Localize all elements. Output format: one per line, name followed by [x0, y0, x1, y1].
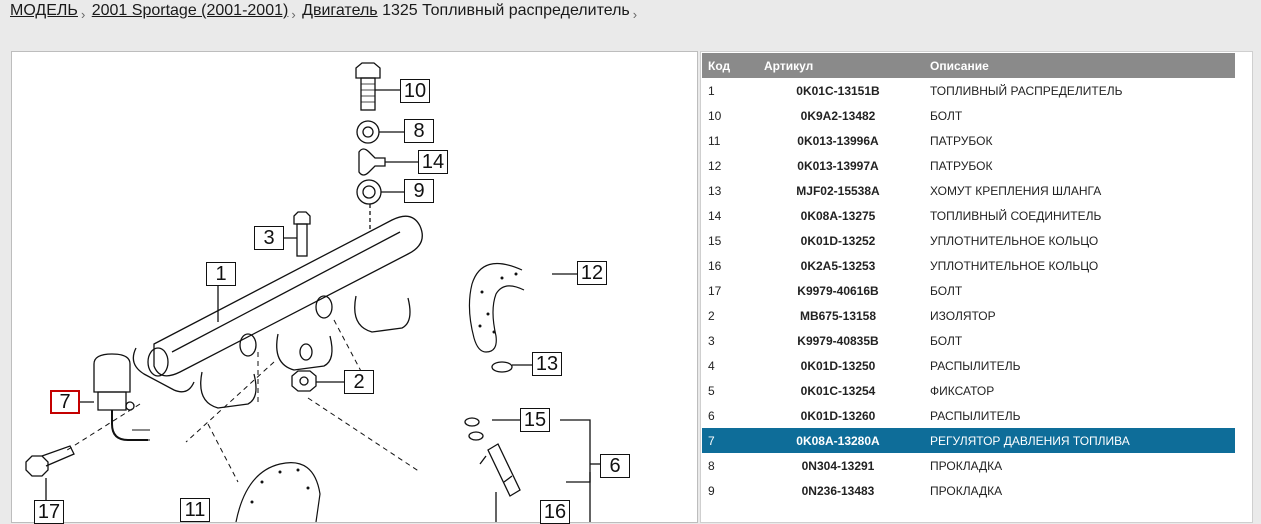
cell-code: 5: [708, 383, 715, 398]
callout-17[interactable]: 17: [34, 500, 64, 524]
callout-3[interactable]: 3: [254, 226, 284, 250]
table-row[interactable]: [702, 78, 1235, 103]
cell-code: 13: [708, 183, 722, 198]
callout-8[interactable]: 8: [404, 119, 434, 143]
cell-code: 1: [708, 83, 715, 98]
cell-article: K9979-40616B: [797, 283, 879, 298]
callout-7-selected[interactable]: 7: [50, 390, 80, 414]
cell-description: БОЛТ: [930, 108, 963, 123]
table-row[interactable]: [702, 128, 1235, 153]
cell-article: K9979-40835B: [797, 333, 879, 348]
cell-description: ФИКСАТОР: [930, 383, 995, 398]
cell-code: 16: [708, 258, 722, 273]
cell-code: 6: [708, 408, 715, 423]
cell-code: 14: [708, 208, 722, 223]
cell-description: ПАТРУБОК: [930, 158, 993, 173]
table-row[interactable]: [702, 353, 1235, 378]
cell-article: 0K013-13996A: [797, 133, 879, 148]
cell-description: БОЛТ: [930, 333, 963, 348]
cell-article: 0N304-13291: [801, 458, 875, 473]
callout-9[interactable]: 9: [404, 179, 434, 203]
cell-description: ПРОКЛАДКА: [930, 458, 1003, 473]
cell-article: MB675-13158: [799, 308, 877, 323]
table-row[interactable]: [702, 103, 1235, 128]
table-row[interactable]: [702, 303, 1235, 328]
cell-description: РАСПЫЛИТЕЛЬ: [930, 358, 1021, 373]
table-header-row: [702, 53, 1235, 78]
column-header-code[interactable]: Код: [708, 58, 731, 73]
cell-code: 7: [708, 433, 715, 448]
cell-description: УПЛОТНИТЕЛЬНОЕ КОЛЬЦО: [930, 258, 1099, 273]
cell-description: ПАТРУБОК: [930, 133, 993, 148]
cell-article: 0K01D-13252: [800, 233, 876, 248]
table-row[interactable]: [702, 328, 1235, 353]
callout-16[interactable]: 16: [540, 500, 570, 524]
table-row[interactable]: [702, 203, 1235, 228]
callout-2[interactable]: 2: [344, 370, 374, 394]
table-row[interactable]: [702, 453, 1235, 478]
cell-article: 0N236-13483: [801, 483, 875, 498]
breadcrumb-separator: ›: [291, 7, 296, 22]
cell-code: 11: [708, 133, 721, 148]
callout-1[interactable]: 1: [206, 262, 236, 286]
table-row[interactable]: [702, 253, 1235, 278]
cell-description: ТОПЛИВНЫЙ РАСПРЕДЕЛИТЕЛЬ: [930, 83, 1123, 98]
cell-article: MJF02-15538A: [796, 183, 880, 198]
callout-13[interactable]: 13: [532, 352, 562, 376]
callout-11[interactable]: 11: [180, 498, 210, 522]
callout-6[interactable]: 6: [600, 454, 630, 478]
cell-code: 12: [708, 158, 722, 173]
cell-article: 0K01C-13254: [800, 383, 876, 398]
table-row[interactable]: [702, 178, 1235, 203]
breadcrumb-separator: ›: [80, 7, 86, 22]
breadcrumb: [10, 1, 639, 25]
table-row[interactable]: [702, 228, 1235, 253]
cell-description: ИЗОЛЯТОР: [930, 308, 996, 323]
breadcrumb-separator: ›: [632, 7, 638, 22]
cell-article: 0K08A-13275: [800, 208, 876, 223]
callout-14[interactable]: 14: [418, 150, 448, 174]
cell-code: 3: [708, 333, 715, 348]
table-row-selected[interactable]: [702, 428, 1235, 453]
cell-code: 9: [708, 483, 715, 498]
callout-12[interactable]: 12: [577, 261, 607, 285]
cell-article: 0K08A-13280A: [796, 433, 880, 448]
breadcrumb-model-link[interactable]: МОДЕЛЬ: [10, 2, 78, 19]
parts-diagram: [11, 51, 698, 523]
table-row[interactable]: [702, 403, 1235, 428]
table-row[interactable]: [702, 153, 1235, 178]
parts-table: [702, 53, 1235, 503]
cell-code: 15: [708, 233, 722, 248]
cell-code: 17: [708, 283, 722, 298]
cell-code: 8: [708, 458, 715, 473]
callout-15[interactable]: 15: [520, 408, 550, 432]
column-header-article[interactable]: Артикул: [764, 58, 814, 73]
table-row[interactable]: [702, 278, 1235, 303]
cell-description: ТОПЛИВНЫЙ СОЕДИНИТЕЛЬ: [930, 208, 1102, 223]
column-header-description[interactable]: Описание: [930, 58, 989, 73]
cell-description: РАСПЫЛИТЕЛЬ: [930, 408, 1021, 423]
cell-article: 0K01D-13250: [800, 358, 876, 373]
breadcrumb-car-link[interactable]: 2001 Sportage (2001-2001): [91, 2, 289, 19]
cell-article: 0K01C-13151B: [796, 83, 880, 98]
cell-description: ПРОКЛАДКА: [930, 483, 1003, 498]
cell-code: 2: [708, 308, 715, 323]
breadcrumb-section-link[interactable]: Двигатель: [302, 2, 378, 19]
callout-10[interactable]: 10: [400, 79, 430, 103]
parts-table-panel: [700, 51, 1253, 523]
cell-article: 0K013-13997A: [797, 158, 879, 173]
cell-description: РЕГУЛЯТОР ДАВЛЕНИЯ ТОПЛИВА: [930, 433, 1130, 448]
cell-description: БОЛТ: [930, 283, 963, 298]
cell-article: 0K9A2-13482: [800, 108, 876, 123]
cell-description: УПЛОТНИТЕЛЬНОЕ КОЛЬЦО: [930, 233, 1099, 248]
cell-code: 10: [708, 108, 722, 123]
cell-description: ХОМУТ КРЕПЛЕНИЯ ШЛАНГА: [930, 183, 1102, 198]
breadcrumb-current: 1325 Топливный распределитель: [382, 2, 630, 19]
cell-article: 0K01D-13260: [800, 408, 876, 423]
cell-article: 0K2A5-13253: [800, 258, 876, 273]
cell-code: 4: [708, 358, 715, 373]
table-row[interactable]: [702, 378, 1235, 403]
table-row[interactable]: [702, 478, 1235, 503]
fuel-rail-drawing: [12, 52, 697, 522]
